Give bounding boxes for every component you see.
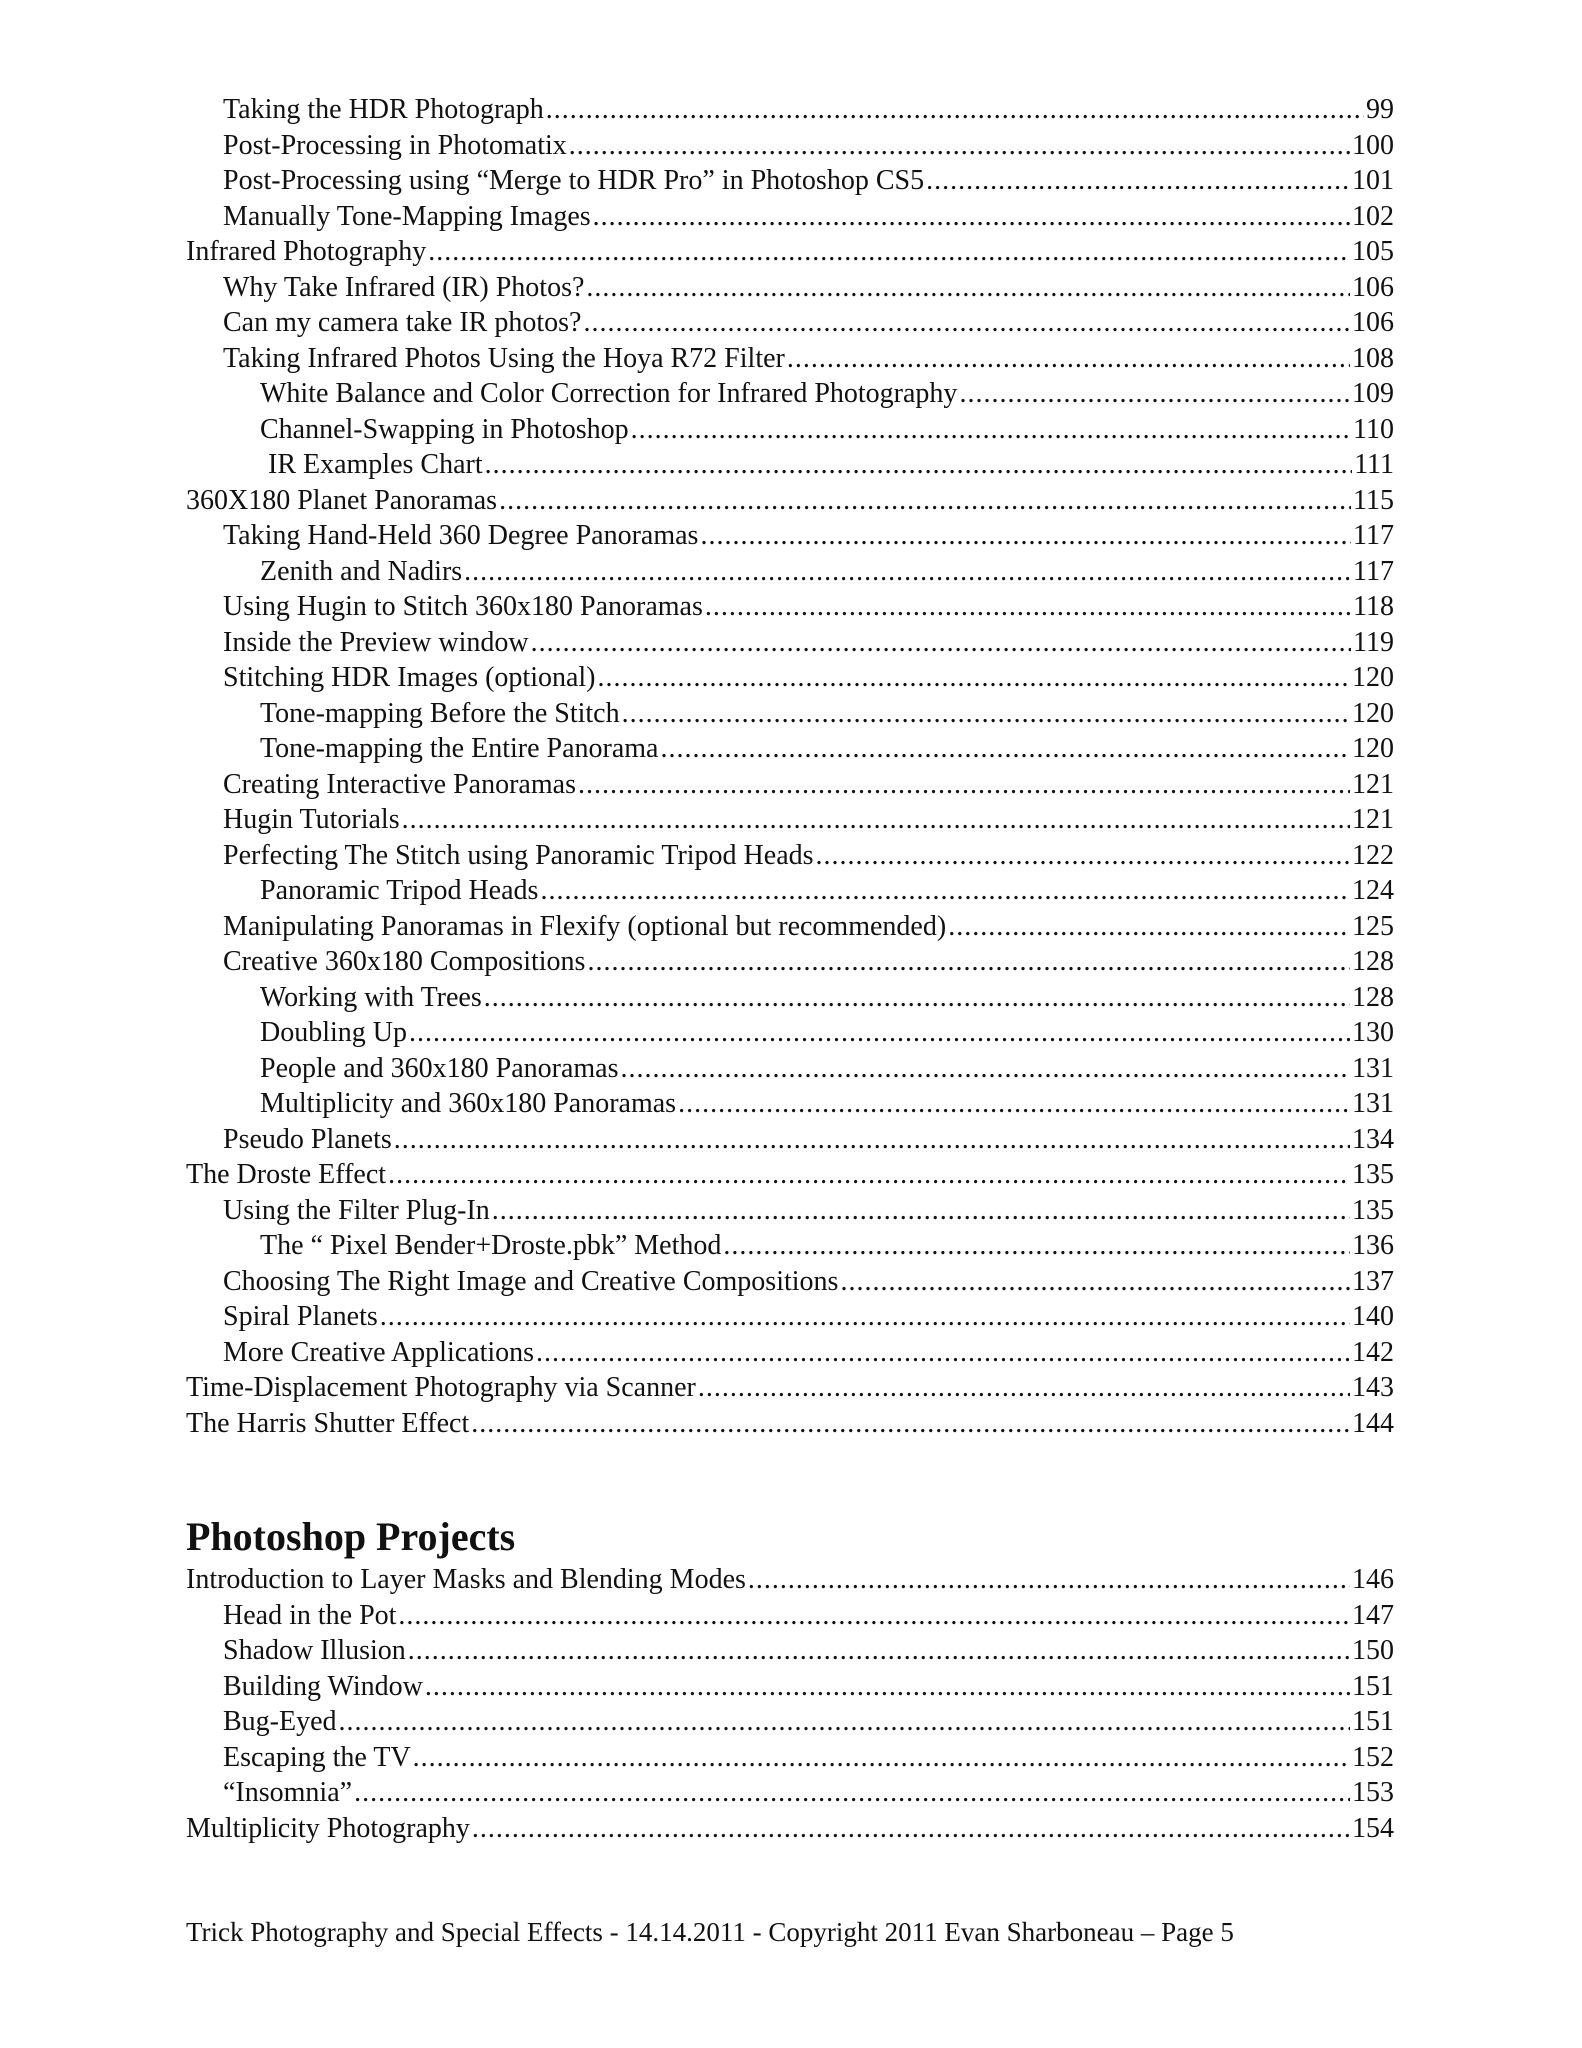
toc-dot-leader	[388, 1157, 1350, 1193]
toc-entry-title: Tone-mapping Before the Stitch	[260, 697, 620, 729]
toc-dot-leader	[840, 1264, 1350, 1300]
toc-entry-page-number: 130	[1352, 1017, 1394, 1048]
toc-entry[interactable]	[186, 412, 1394, 448]
toc-entry-title: IR Examples Chart	[268, 449, 483, 480]
toc-entry[interactable]	[186, 447, 1394, 483]
toc-entry[interactable]	[186, 376, 1394, 412]
toc-entry-page-number: 120	[1352, 662, 1394, 693]
toc-entry[interactable]	[186, 163, 1394, 199]
toc-entry-page-number: 151	[1352, 1706, 1394, 1737]
toc-entry[interactable]	[186, 909, 1394, 945]
toc-dot-leader	[402, 802, 1350, 838]
toc-entry-title: Introduction to Layer Masks and Blending Modes	[186, 1564, 746, 1595]
toc-entry[interactable]	[186, 199, 1394, 235]
toc-dot-leader	[583, 305, 1350, 341]
toc-entry-title: Channel-Swapping in Photoshop	[260, 413, 629, 445]
toc-entry-title: Stitching HDR Images (optional)	[223, 662, 596, 693]
toc-entry-title: Hugin Tutorials	[223, 804, 400, 835]
toc-entry-page-number: 142	[1352, 1336, 1394, 1368]
toc-entry-page-number: 134	[1352, 1123, 1394, 1155]
toc-entry-title: Taking Hand-Held 360 Degree Panoramas	[223, 520, 699, 551]
toc-entry-page-number: 147	[1352, 1599, 1394, 1631]
toc-entry[interactable]	[186, 518, 1394, 554]
toc-entry[interactable]	[186, 1740, 1394, 1776]
toc-entry-page-number: 122	[1352, 839, 1394, 871]
toc-entry[interactable]	[186, 234, 1394, 270]
toc-entry-page-number: 101	[1352, 165, 1394, 196]
toc-entry[interactable]	[186, 128, 1394, 164]
toc-entry-title: Choosing The Right Image and Creative Compositions	[223, 1265, 839, 1297]
toc-entry-page-number: 137	[1352, 1265, 1394, 1297]
toc-entry-page-number: 118	[1353, 591, 1394, 622]
toc-entry[interactable]	[186, 1598, 1394, 1634]
toc-dot-leader	[398, 1598, 1350, 1634]
toc-entry[interactable]	[186, 92, 1394, 128]
toc-entry-page-number: 131	[1352, 1052, 1394, 1084]
toc-entry[interactable]	[186, 1406, 1394, 1442]
toc-entry-page-number: 124	[1352, 875, 1394, 906]
toc-entry[interactable]	[186, 1562, 1394, 1598]
toc-entry[interactable]	[186, 1122, 1394, 1158]
toc-entry[interactable]	[186, 341, 1394, 377]
toc-entry-page-number: 119	[1353, 626, 1394, 658]
toc-entry-page-number: 105	[1352, 236, 1394, 267]
toc-entry-title: Perfecting The Stitch using Panoramic Tripod Heads	[223, 839, 814, 871]
toc-entry-title: The Droste Effect	[186, 1159, 387, 1190]
toc-dot-leader	[660, 731, 1350, 767]
toc-entry-page-number: 117	[1353, 520, 1394, 551]
toc-entry-title: Zenith and Nadirs	[260, 555, 463, 587]
toc-entry-page-number: 121	[1352, 768, 1394, 800]
toc-entry[interactable]	[186, 1811, 1394, 1847]
toc-entry-title: Creating Interactive Panoramas	[223, 768, 576, 800]
toc-entry-page-number: 135	[1352, 1159, 1394, 1190]
toc-entry-page-number: 131	[1352, 1088, 1394, 1119]
toc-dot-leader	[428, 234, 1350, 270]
toc-dot-leader	[748, 1562, 1350, 1598]
toc-entry-title: White Balance and Color Correction for Infrared Photography	[260, 378, 958, 409]
toc-entry[interactable]	[186, 270, 1394, 306]
toc-entry-page-number: 120	[1352, 697, 1394, 729]
toc-entry-page-number: 111	[1354, 449, 1394, 480]
toc-entry-title: Working with Trees	[260, 981, 482, 1013]
toc-entry-page-number: 153	[1352, 1777, 1394, 1808]
toc-dot-leader	[380, 1299, 1350, 1335]
toc-entry[interactable]	[186, 1335, 1394, 1371]
toc-entry[interactable]	[186, 1775, 1394, 1811]
toc-entry-title: Inside the Preview window	[223, 626, 529, 658]
toc-dot-leader	[471, 1406, 1350, 1442]
toc-entry[interactable]	[186, 554, 1394, 590]
toc-entry-page-number: 136	[1352, 1230, 1394, 1261]
toc-dot-leader	[546, 92, 1364, 128]
toc-entry-page-number: 144	[1352, 1407, 1394, 1439]
toc-dot-leader	[678, 1086, 1350, 1122]
toc-entry[interactable]	[186, 625, 1394, 661]
toc-dot-leader	[787, 341, 1350, 377]
toc-entry-title: The Harris Shutter Effect	[186, 1407, 470, 1439]
toc-entry-title: Spiral Planets	[223, 1301, 378, 1332]
toc-entry[interactable]	[186, 873, 1394, 909]
toc-dot-leader	[472, 1811, 1350, 1847]
toc-entry-title: More Creative Applications	[223, 1336, 535, 1368]
toc-entry-title: People and 360x180 Panoramas	[260, 1052, 619, 1084]
toc-entry[interactable]	[186, 589, 1394, 625]
toc-entry-title: Infrared Photography	[186, 236, 427, 267]
toc-entry-title: Why Take Infrared (IR) Photos?	[223, 271, 585, 303]
toc-dot-leader	[959, 376, 1350, 412]
toc-entry[interactable]	[186, 696, 1394, 732]
toc-dot-leader	[698, 1370, 1350, 1406]
toc-entry-title: Multiplicity Photography	[186, 1812, 470, 1844]
toc-dot-leader	[621, 1051, 1351, 1087]
toc-dot-leader	[578, 767, 1350, 803]
toc-dot-leader	[413, 1740, 1350, 1776]
toc-entry-title: Tone-mapping the Entire Panorama	[260, 733, 659, 764]
toc-entry-title: Shadow Illusion	[223, 1635, 406, 1666]
toc-dot-leader	[408, 1633, 1350, 1669]
toc-entry[interactable]	[186, 731, 1394, 767]
toc-dot-leader	[569, 128, 1350, 164]
toc-entry-page-number: 151	[1352, 1670, 1394, 1702]
toc-entry[interactable]	[186, 660, 1394, 696]
section-heading: Photoshop Projects	[186, 1514, 516, 1559]
toc-dot-leader	[394, 1122, 1350, 1158]
toc-entry-title: Building Window	[223, 1670, 423, 1702]
toc-entry-title: Taking the HDR Photograph	[223, 94, 544, 125]
toc-entry[interactable]	[186, 1704, 1394, 1740]
toc-entry-page-number: 108	[1352, 342, 1394, 374]
toc-dot-leader	[485, 447, 1352, 483]
toc-entry-title: Can my camera take IR photos?	[223, 307, 582, 338]
toc-dot-leader	[531, 625, 1351, 661]
toc-entry-page-number: 106	[1352, 307, 1394, 338]
toc-dot-leader	[598, 660, 1350, 696]
toc-dot-leader	[622, 696, 1350, 732]
toc-entry-page-number: 128	[1352, 946, 1394, 977]
toc-dot-leader	[593, 199, 1350, 235]
toc-list	[186, 92, 1394, 1441]
toc-entry-title: The “ Pixel Bender+Droste.pbk” Method	[260, 1230, 722, 1261]
toc-entry-page-number: 140	[1352, 1301, 1394, 1332]
toc-entry-title: Time-Displacement Photography via Scanner	[186, 1372, 696, 1403]
toc-entry-title: Head in the Pot	[223, 1599, 397, 1631]
toc-entry-page-number: 109	[1352, 378, 1394, 409]
toc-entry-title: Post-Processing in Photomatix	[223, 129, 567, 161]
toc-entry[interactable]	[186, 1193, 1394, 1229]
toc-entry-title: Escaping the TV	[223, 1741, 411, 1773]
toc-entry[interactable]	[186, 305, 1394, 341]
toc-entry[interactable]	[186, 1633, 1394, 1669]
toc-entry-title: Doubling Up	[260, 1017, 407, 1048]
toc-entry-page-number: 100	[1352, 129, 1394, 161]
toc-dot-leader	[499, 483, 1351, 519]
toc-entry-page-number: 143	[1352, 1372, 1394, 1403]
toc-entry[interactable]	[186, 1669, 1394, 1705]
toc-entry-title: Manually Tone-Mapping Images	[223, 200, 591, 232]
toc-entry-title: Using the Filter Plug-In	[223, 1194, 490, 1226]
toc-entry-page-number: 125	[1352, 910, 1394, 942]
toc-entry-title: Creative 360x180 Compositions	[223, 946, 586, 977]
toc-entry-title: Pseudo Planets	[223, 1123, 392, 1155]
toc-entry-title: “Insomnia”	[223, 1777, 353, 1808]
toc-entry-title: 360X180 Planet Panoramas	[186, 484, 498, 516]
toc-entry-page-number: 99	[1366, 94, 1394, 125]
toc-dot-leader	[425, 1669, 1350, 1705]
toc-entry[interactable]	[186, 1370, 1394, 1406]
toc-entry-title: Manipulating Panoramas in Flexify (optional but recommended)	[223, 910, 947, 942]
toc-entry-page-number: 110	[1353, 413, 1394, 445]
toc-dot-leader	[700, 518, 1351, 554]
toc-dot-leader	[540, 873, 1350, 909]
toc-entry[interactable]	[186, 1015, 1394, 1051]
toc-entry[interactable]	[186, 1086, 1394, 1122]
toc-dot-leader	[354, 1775, 1350, 1811]
toc-entry[interactable]	[186, 1051, 1394, 1087]
toc-entry-title: Using Hugin to Stitch 360x180 Panoramas	[223, 591, 703, 622]
toc-entry-page-number: 152	[1352, 1741, 1394, 1773]
toc-entry-page-number: 115	[1353, 484, 1394, 516]
toc-dot-leader	[705, 589, 1351, 625]
toc-dot-leader	[464, 554, 1351, 590]
toc-dot-leader	[536, 1335, 1350, 1371]
toc-dot-leader	[926, 163, 1350, 199]
toc-dot-leader	[409, 1015, 1350, 1051]
toc-entry[interactable]	[186, 483, 1394, 519]
toc-entry-title: Multiplicity and 360x180 Panoramas	[260, 1088, 677, 1119]
toc-entry[interactable]	[186, 838, 1394, 874]
toc-entry-page-number: 150	[1352, 1635, 1394, 1666]
toc-entry[interactable]	[186, 767, 1394, 803]
toc-entry-page-number: 106	[1352, 271, 1394, 303]
toc-entry-title: Post-Processing using “Merge to HDR Pro” in Photoshop CS5	[223, 165, 925, 196]
toc-entry[interactable]	[186, 802, 1394, 838]
toc-entry[interactable]	[186, 980, 1394, 1016]
toc-entry-page-number: 117	[1353, 555, 1394, 587]
toc-dot-leader	[723, 1228, 1350, 1264]
toc-entry-page-number: 120	[1352, 733, 1394, 764]
toc-entry[interactable]	[186, 1228, 1394, 1264]
toc-entry-page-number: 121	[1352, 804, 1394, 835]
toc-dot-leader	[339, 1704, 1350, 1740]
toc-entry-page-number: 102	[1352, 200, 1394, 232]
toc-entry-page-number: 128	[1352, 981, 1394, 1013]
toc-entry-page-number: 154	[1352, 1812, 1394, 1844]
toc-dot-leader	[586, 270, 1350, 306]
toc-dot-leader	[484, 980, 1350, 1016]
toc-entry[interactable]	[186, 944, 1394, 980]
toc-dot-leader	[492, 1193, 1350, 1229]
toc-dot-leader	[587, 944, 1350, 980]
toc-list-photoshop-projects	[186, 1562, 1394, 1846]
toc-dot-leader	[948, 909, 1350, 945]
page-footer: Trick Photography and Special Effects - 14.14.2011 - Copyright 2011 Evan Sharboneau – Page 5	[186, 1917, 1234, 1947]
toc-entry-page-number: 135	[1352, 1194, 1394, 1226]
toc-dot-leader	[816, 838, 1350, 874]
toc-entry[interactable]	[186, 1264, 1394, 1300]
toc-entry[interactable]	[186, 1299, 1394, 1335]
toc-dot-leader	[631, 412, 1351, 448]
toc-entry-title: Bug-Eyed	[223, 1706, 337, 1737]
toc-entry-title: Panoramic Tripod Heads	[260, 875, 539, 906]
toc-entry-title: Taking Infrared Photos Using the Hoya R72 Filter	[223, 342, 785, 374]
toc-entry[interactable]	[186, 1157, 1394, 1193]
toc-entry-page-number: 146	[1352, 1564, 1394, 1595]
